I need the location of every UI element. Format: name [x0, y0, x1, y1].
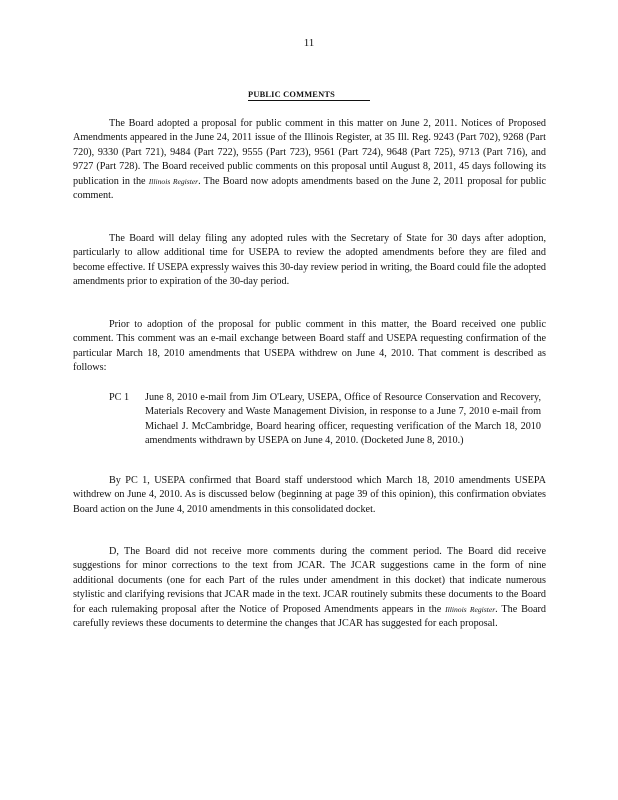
paragraph-jcar-suggestions	[73, 545, 546, 631]
paragraph-adoption	[73, 117, 546, 203]
paragraph-text: . The Board now adopts amendments based on the June 2, 2011 proposal for public comment.	[73, 175, 546, 202]
paragraph-prior-comment: Prior to adoption of the proposal for public comment in this matter, the Board received one public comment. This comment was an e-mail exchange between Board staff and USEPA requesting confirmation of the particular March 18, 2010 amendments that USEPA withdrew on June 4, 2010. That comment is described as follows:	[73, 319, 546, 374]
illinois-register-citation: Illinois Register	[445, 604, 496, 614]
paragraph-filing-delay: The Board will delay filing any adopted rules with the Secretary of State for 30 days after adoption, particularly to allow additional time for USEPA to review the adopted amendments before they are filed and become effective. If USEPA expressly waives this 30-day review period in writing, the Board could file the adopted amendments prior to expiration of the 30-day period.	[73, 233, 546, 288]
paragraph-text: . The Board carefully reviews these documents to determine the changes that JCAR has suggested for each proposal.	[73, 603, 546, 630]
public-comment-description: June 8, 2010 e-mail from Jim O'Leary, USEPA, Office of Resource Conservation and Recovery, Materials Recovery and Waste Management Division, in response to a June 7, 2010 e-mail from Michael J. McCambridge, Board hearing officer, requesting verification of the March 18, 2010 amendments withdrawn by USEPA on June 4, 2010. (Docketed June 8, 2010.)	[145, 392, 541, 447]
paragraph-pc1-confirmation: By PC 1, USEPA confirmed that Board staff understood which March 18, 2010 amendments USEPA withdrew on June 4, 2010. As is discussed below (beginning at page 39 of this opinion), this confirmation obviates Board action on the June 4, 2010 amendments in this consolidated docket.	[73, 475, 546, 515]
paragraph-text: D, The Board did not receive more comments during the comment period. The Board did receive suggestions for minor corrections to the text from JCAR. The JCAR suggestions came in the form of nine additional documents (one for each Part of the rules under amendment in this docket) that indicate numerous stylistic and clarifying revisions that JCAR made in the text. JCAR routinely submits these documents to the Board for each rulemaking proposal after the Notice of Proposed Amendments appears in the	[73, 546, 546, 615]
page-number: 11	[303, 37, 315, 49]
public-comment-label: PC 1	[109, 392, 130, 403]
section-heading: PUBLIC COMMENTS	[248, 89, 370, 101]
illinois-register-citation: Illinois Register	[148, 176, 199, 186]
paragraph-text: The Board adopted a proposal for public comment in this matter on June 2, 2011. Notices of Proposed Amendments appeared in the June 24, 2011 issue of the Illinois Register, at 35 Ill. Reg. 9243 (Part 702), 9268 (Part 720), 9330 (Part 721), 9484 (Part 722), 9555 (Part 723), 9561 (Part 724), 9648 (Part 725), 9713 (Part 716), and 9727 (Part 728). The Board received public comments on this proposal until August 8, 2011, 45 days following its publication in the	[73, 118, 546, 187]
